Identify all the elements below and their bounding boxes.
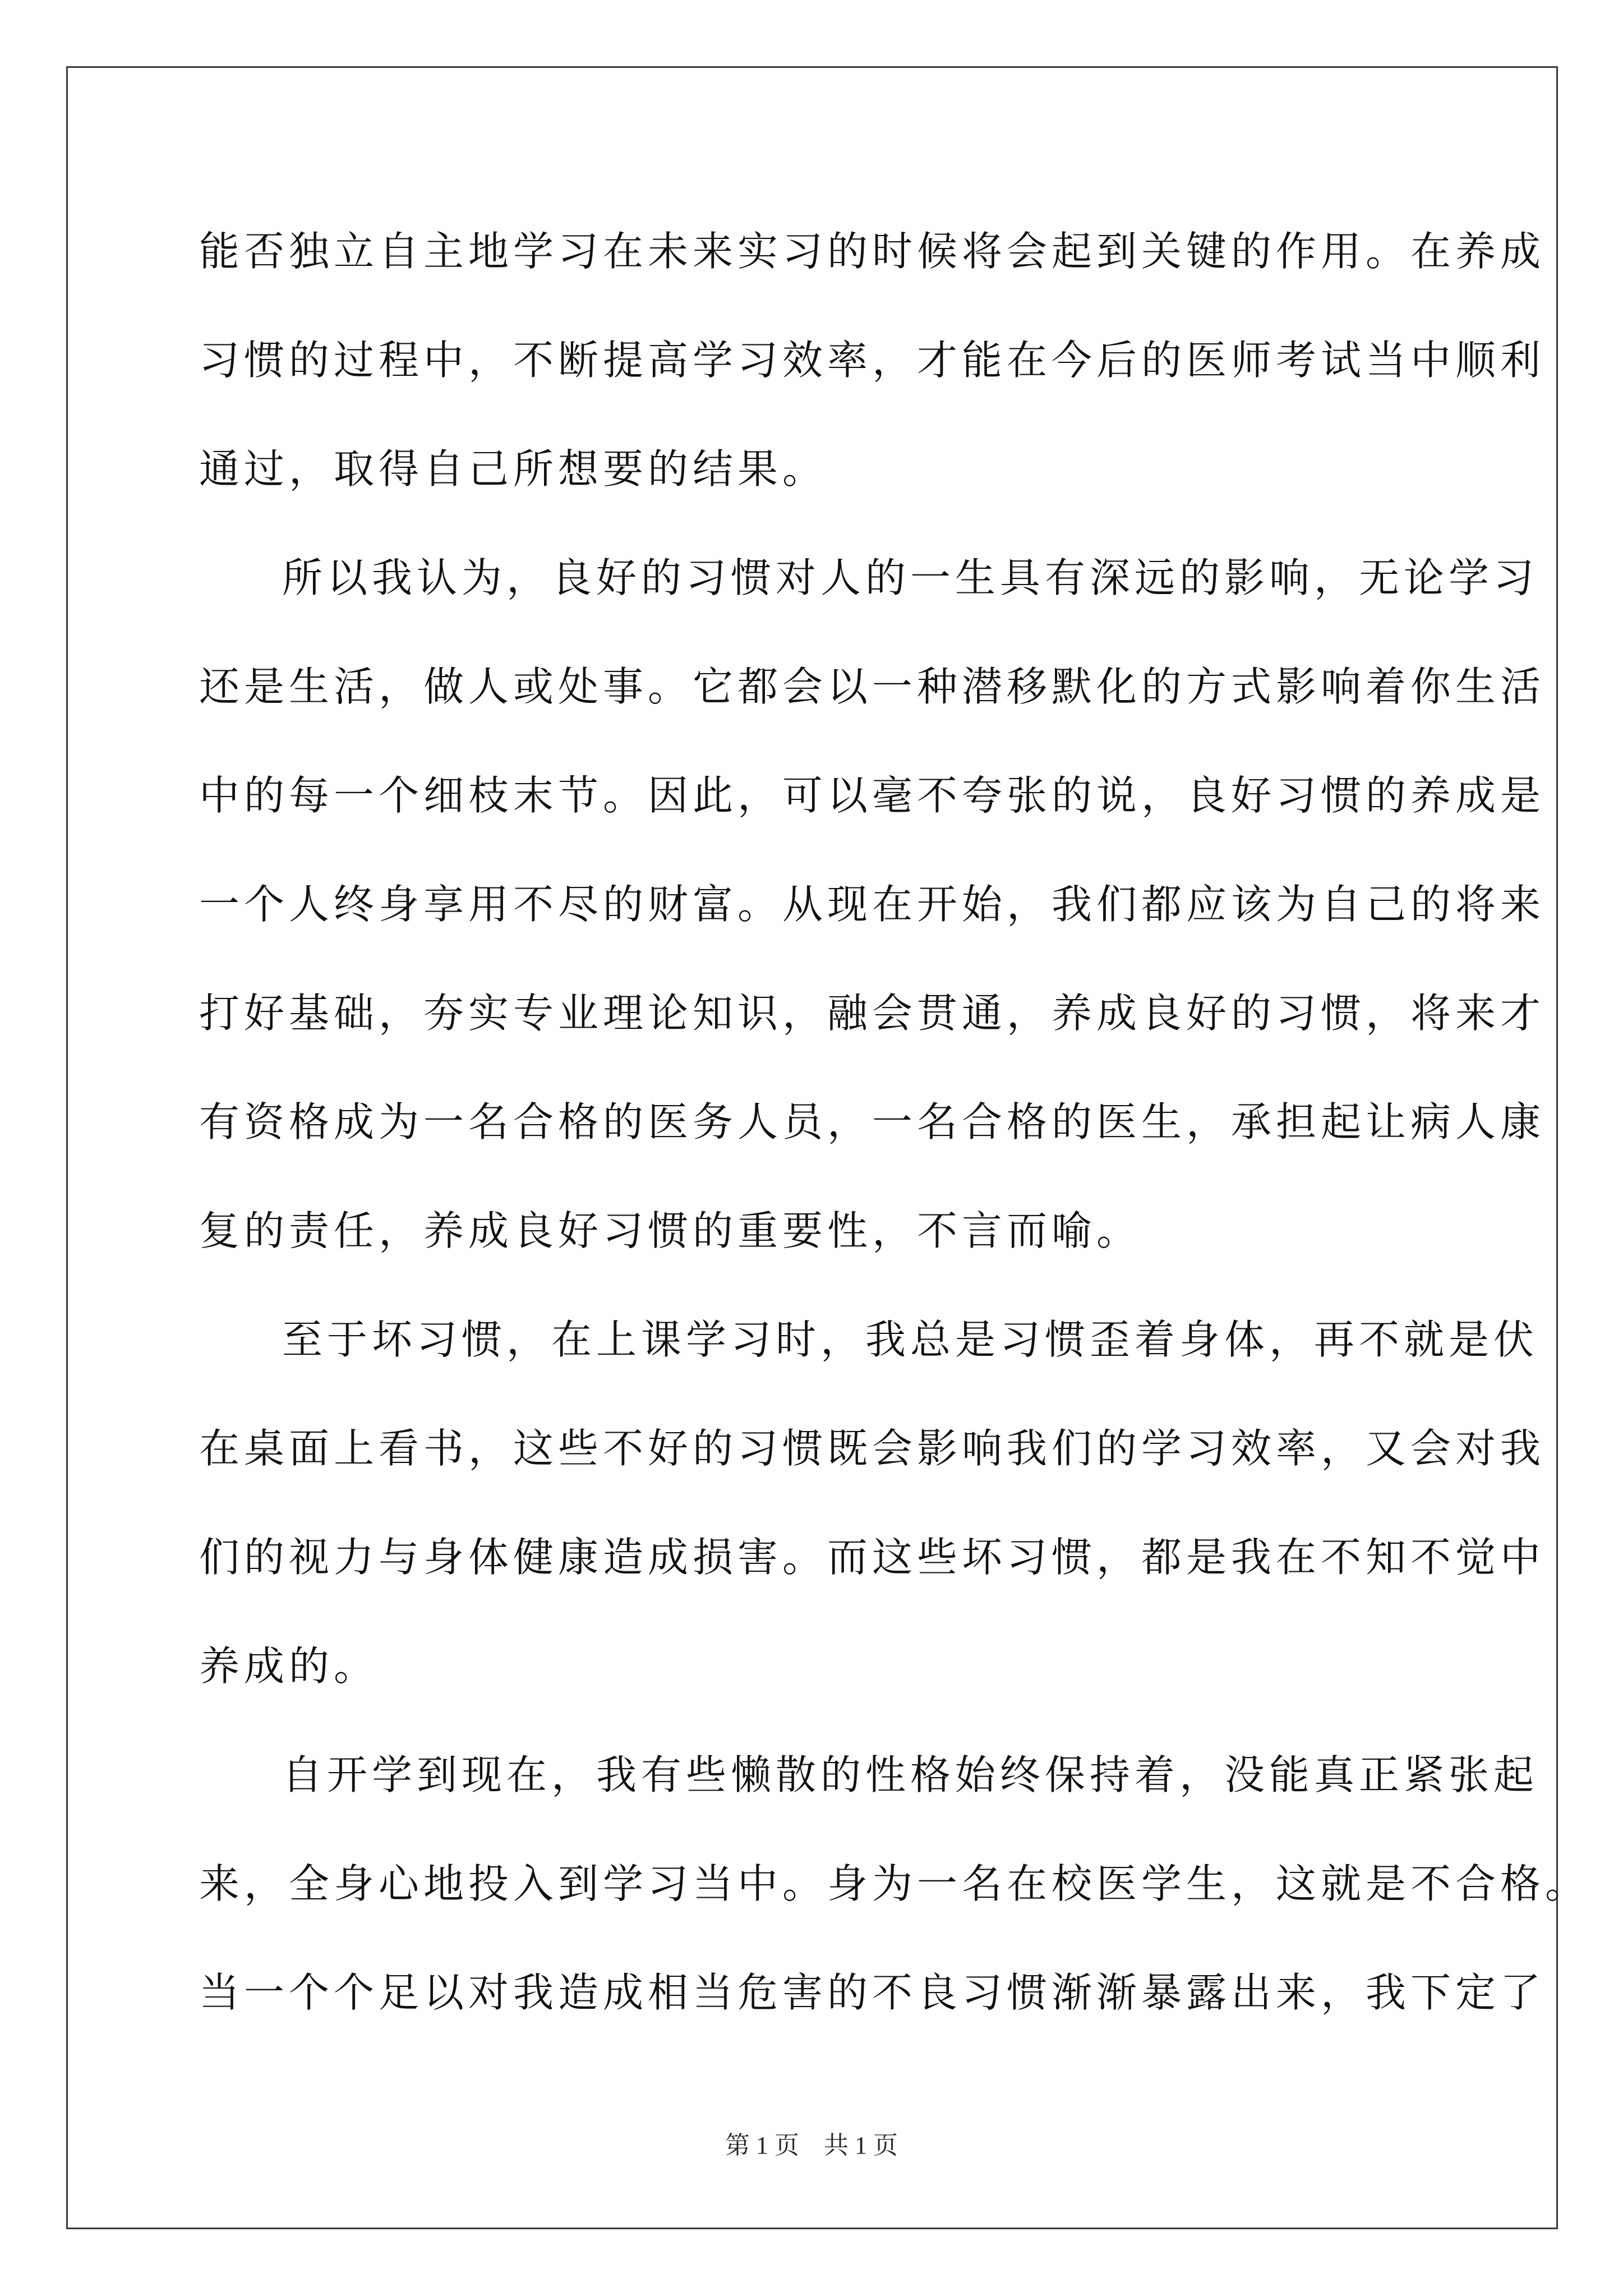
paragraph-start-line: 至于坏习惯，在上课学习时，我总是习惯歪着身体，再不就是伏 [282, 1316, 1539, 1363]
text-line: 来，全身心地投入到学习当中。身为一名在校医学生，这就是不合格。 [199, 1860, 1590, 1907]
text-line: 有资格成为一名合格的医务人员，一名合格的医生，承担起让病人康 [199, 1098, 1546, 1145]
text-line: 复的责任，养成良好习惯的重要性，不言而喻。 [199, 1207, 1142, 1254]
text-line: 养成的。 [199, 1642, 379, 1690]
paragraph-start-line: 所以我认为，良好的习惯对人的一生具有深远的影响，无论学习 [282, 554, 1539, 601]
page-footer [0, 2129, 1623, 2162]
text-line: 能否独立自主地学习在未来实习的时候将会起到关键的作用。在养成 [199, 228, 1546, 275]
document-body [199, 218, 1590, 2068]
text-line: 当一个个足以对我造成相当危害的不良习惯渐渐暴露出来，我下定了 [199, 1969, 1546, 2016]
page-total: 共 1 页 [824, 2132, 898, 2159]
text-line: 通过，取得自己所想要的结果。 [199, 445, 828, 493]
text-line: 们的视力与身体健康造成损害。而这些坏习惯，都是我在不知不觉中 [199, 1534, 1546, 1581]
paragraph-start-line: 自开学到现在，我有些懒散的性格始终保持着，没能真正紧张起 [282, 1751, 1539, 1798]
text-line: 打好基础，夯实专业理论知识，融会贯通，养成良好的习惯，将来才 [199, 990, 1546, 1037]
page-number: 第 1 页 [725, 2132, 799, 2159]
text-line: 在桌面上看书，这些不好的习惯既会影响我们的学习效率，又会对我 [199, 1425, 1546, 1472]
text-line: 一个人终身享用不尽的财富。从现在开始，我们都应该为自己的将来 [199, 881, 1546, 928]
text-line: 中的每一个细枝末节。因此，可以毫不夸张的说，良好习惯的养成是 [199, 772, 1546, 819]
text-line: 还是生活，做人或处事。它都会以一种潜移默化的方式影响着你生活 [199, 663, 1546, 710]
text-line: 习惯的过程中，不断提高学习效率，才能在今后的医师考试当中顺利 [199, 337, 1546, 384]
